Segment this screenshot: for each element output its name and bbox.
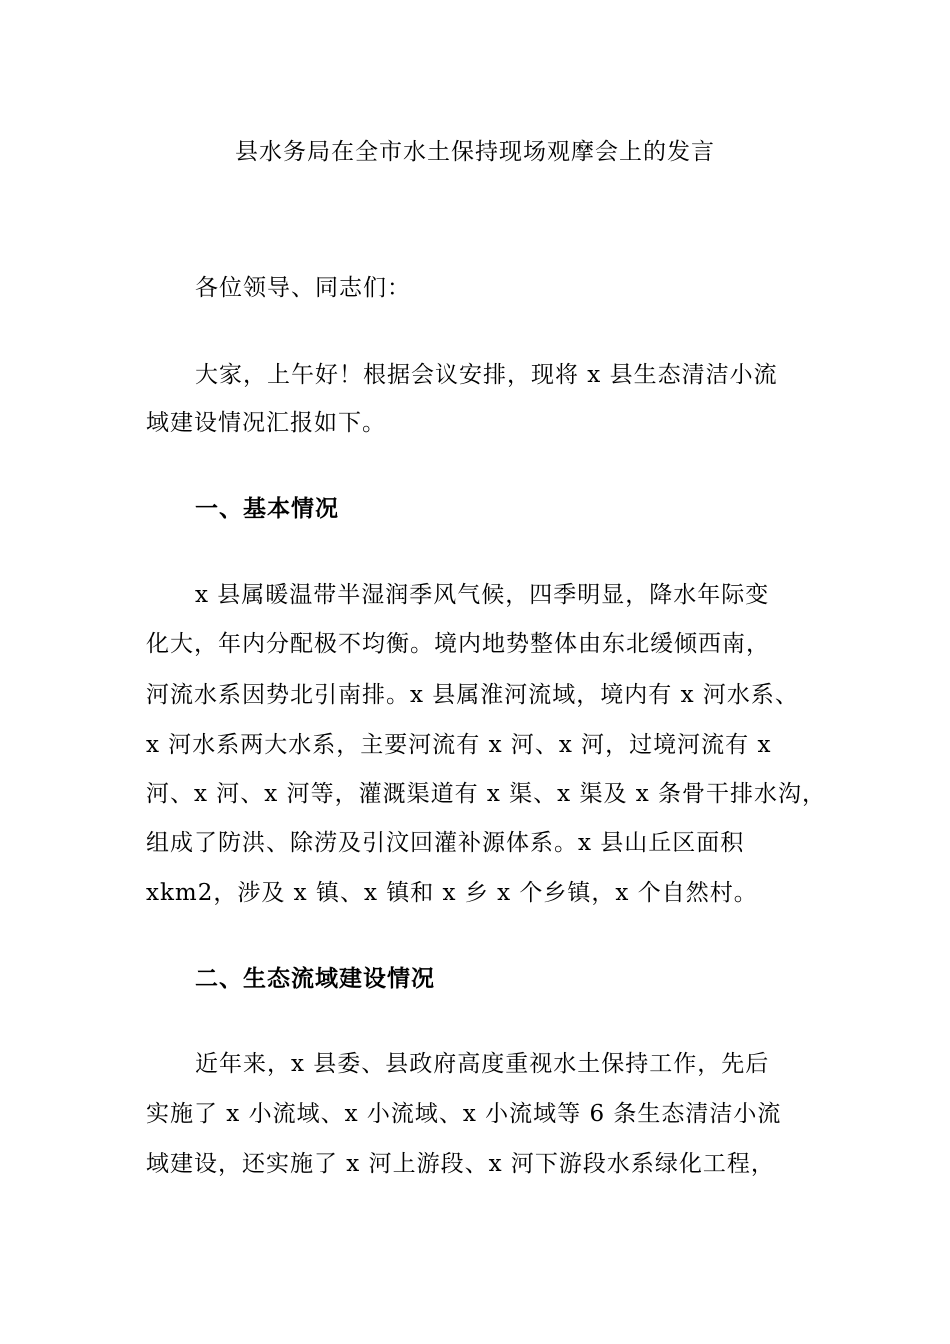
salutation: 各位领导、同志们： [195, 275, 411, 301]
section1-line-3: 河流水系因势北引南排。x 县属淮河流域，境内有 x 河水系、 [146, 682, 799, 708]
section1-line-1: x 县属暖温带半湿润季风气候，四季明显，降水年际变 [195, 582, 770, 608]
section1-line-2: 化大，年内分配极不均衡。境内地势整体由东北缓倾西南， [146, 631, 770, 657]
section1-line-4: x 河水系两大水系，主要河流有 x 河、x 河，过境河流有 x [146, 732, 772, 758]
section1-line-6: 组成了防洪、除涝及引汶回灌补源体系。x 县山丘区面积 [146, 830, 745, 856]
section1-line-5: 河、x 河、x 河等，灌溉渠道有 x 渠、x 渠及 x 条骨干排水沟， [146, 781, 827, 807]
document-title: 县水务局在全市水土保持现场观摩会上的发言 [235, 139, 715, 165]
section-heading-basic: 一、基本情况 [195, 496, 339, 522]
section1-line-7: xkm2，涉及 x 镇、x 镇和 x 乡 x 个乡镇，x 个自然村。 [146, 880, 758, 906]
section2-line-2: 实施了 x 小流域、x 小流域、x 小流域等 6 条生态清洁小流 [146, 1101, 782, 1127]
intro-line-2: 域建设情况汇报如下。 [146, 410, 386, 436]
section2-line-3: 域建设，还实施了 x 河上游段、x 河下游段水系绿化工程， [146, 1151, 775, 1177]
section2-line-1: 近年来，x 县委、县政府高度重视水土保持工作，先后 [195, 1051, 770, 1077]
intro-line-1: 大家，上午好！根据会议安排，现将 x 县生态清洁小流 [195, 362, 778, 388]
section-heading-ecological: 二、生态流域建设情况 [195, 966, 435, 992]
